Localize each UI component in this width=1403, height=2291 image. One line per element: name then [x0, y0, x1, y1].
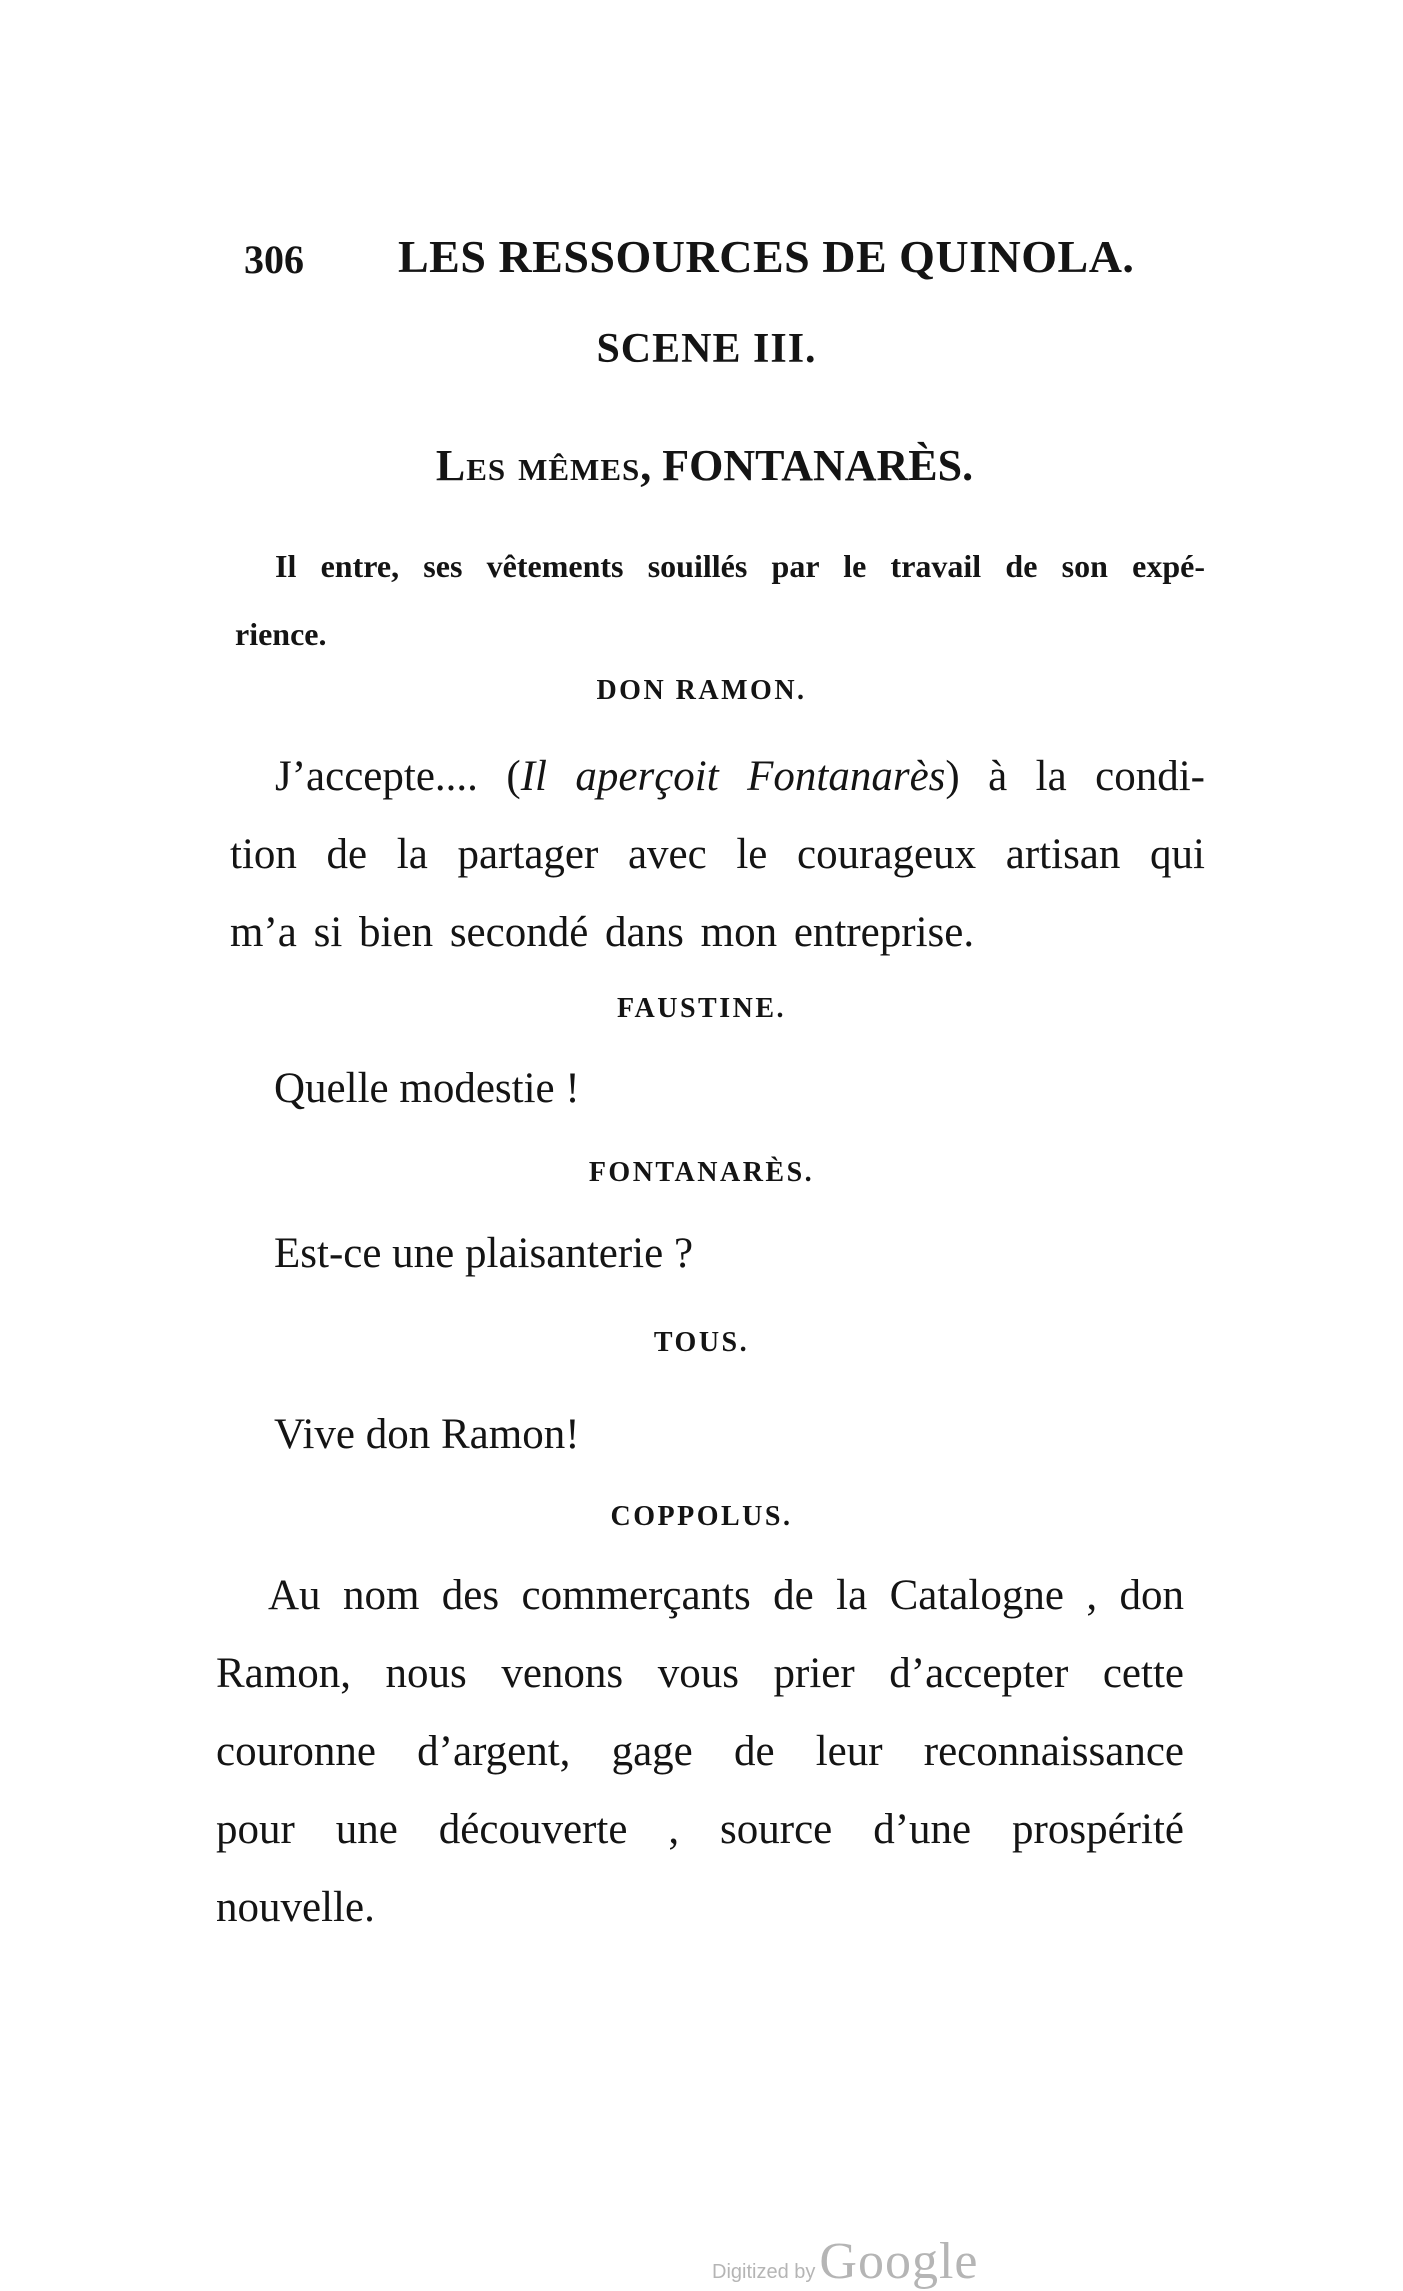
speech-segment: ) à la condi-: [945, 753, 1205, 800]
speech-line: [230, 738, 1205, 816]
scene-characters: [0, 440, 1403, 491]
speech-line: Ramon, nous venons vous prier d’accepter cette: [216, 1650, 1184, 1697]
speech-line: couronne d’argent, gage de leur reconnaissance: [216, 1728, 1184, 1775]
characters-prefix: Les mêmes: [435, 441, 641, 490]
speaker-name: TOUS.: [653, 1327, 750, 1358]
speech-line: Est-ce une plaisanterie ?: [274, 1230, 694, 1277]
speaker-name: FONTANARÈS.: [588, 1157, 815, 1188]
stage-direction-line: rience.: [235, 616, 327, 652]
stage-direction-line: Il entre, ses vêtements souillés par le travail de son expé-: [275, 548, 1205, 584]
speech-line: Vive don Ramon!: [274, 1411, 580, 1458]
speech-block: [274, 1396, 580, 1474]
characters-separator: ,: [640, 441, 663, 490]
google-logo: Google: [819, 2233, 979, 2290]
speech-line: Au nom des commerçants de la Catalogne , don: [268, 1572, 1184, 1619]
digitized-watermark: [712, 2232, 978, 2291]
characters-main: FONTANARÈS.: [662, 441, 974, 490]
speech-block: [216, 1557, 1184, 1947]
speech-line: nouvelle.: [216, 1884, 375, 1931]
speech-line: Quelle modestie !: [274, 1065, 580, 1112]
page-number: 306: [244, 237, 304, 282]
speech-line: tion de la partager avec le courageux artisan qui: [230, 831, 1205, 878]
scene-title: SCENE III.: [596, 326, 817, 372]
speech-block: [274, 1215, 693, 1293]
running-title: LES RESSOURCES DE QUINOLA.: [398, 231, 1135, 282]
speech-line: pour une découverte , source d’une prospérité: [216, 1806, 1184, 1853]
stage-direction: [235, 532, 1205, 668]
speech-block: [274, 1050, 580, 1128]
speech-segment: J’accepte.... (: [275, 753, 521, 800]
stage-aside: Il aperçoit Fontanarès: [520, 753, 946, 800]
speech-line: m’a si bien secondé dans mon entreprise.: [230, 909, 975, 956]
speaker-name: DON RAMON.: [596, 675, 807, 706]
speaker-name: COPPOLUS.: [610, 1501, 793, 1532]
speaker-name: FAUSTINE.: [616, 993, 786, 1024]
digitized-by-text: Digitized by: [712, 2261, 816, 2283]
speech-block: [230, 738, 1205, 972]
